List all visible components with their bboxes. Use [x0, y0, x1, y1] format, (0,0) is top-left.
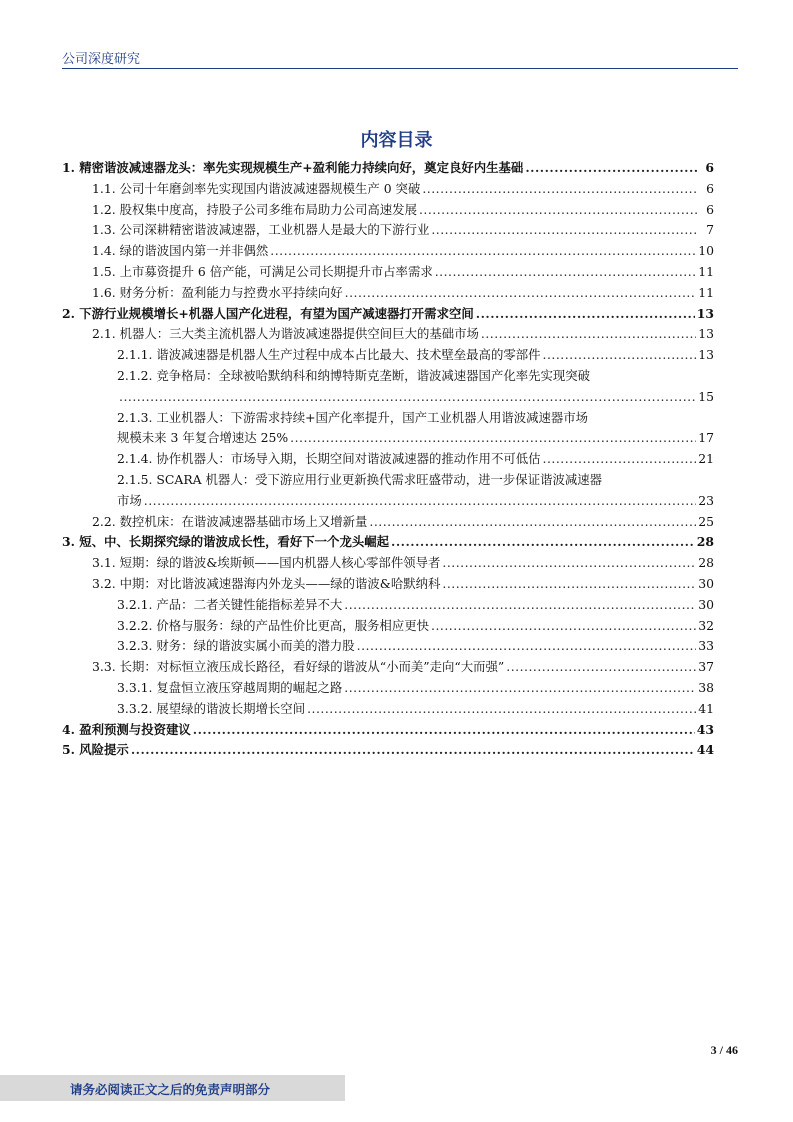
toc-entry-page: 43	[696, 721, 714, 737]
toc-entry-text: 精密谐波减速器龙头：率先实现规模生产+盈利能力持续向好，奠定良好内生基础	[79, 160, 524, 175]
toc-entry-number: 1.3.	[92, 222, 120, 238]
toc-entry-number: 5.	[62, 742, 80, 758]
toc-entry-page: 41	[698, 700, 714, 716]
toc-entry-page: 25	[698, 513, 714, 529]
page-number: 3 / 46	[710, 1043, 738, 1057]
toc-entry-text-continued: 市场	[117, 492, 142, 508]
toc-entry-text: 公司十年磨剑率先实现国内谐波减速器规模生产 0 突破	[119, 180, 421, 196]
toc-entry-text: 产品：二者关键性能指标差异不大	[156, 596, 343, 612]
toc-entry-number: 2.1.	[92, 326, 120, 342]
toc-entry-text: 盈利预测与投资建议	[79, 721, 191, 737]
toc-leader-dots	[344, 595, 696, 616]
toc-entry-number: 1.1.	[92, 180, 120, 196]
disclaimer-note: 请务必阅读正文之后的免责声明部分	[70, 1082, 271, 1097]
toc-entry-text: 股权集中度高，持股子公司多维布局助力公司高速发展	[119, 201, 417, 217]
toc-entry-number: 3.3.	[92, 659, 120, 675]
toc-entry[interactable]	[62, 283, 714, 304]
header-divider	[62, 68, 738, 69]
toc-entry-page: 6	[706, 180, 714, 196]
toc-leader-dots	[431, 220, 698, 241]
toc-leader-dots	[442, 574, 696, 595]
toc-entry-number: 3.2.3.	[117, 638, 157, 654]
toc-entry-page: 21	[698, 451, 714, 467]
toc-entry-text: 协作机器人：市场导入期，长期空间对谐波减速器的推动作用不可低估	[156, 451, 541, 467]
toc-entry-text: 绿的谐波国内第一并非偶然	[119, 243, 269, 259]
toc-entry-page: 6	[705, 160, 714, 175]
toc-entry-number: 2.1.3.	[117, 409, 157, 425]
toc-entry-page: 30	[698, 575, 714, 591]
toc-entry-page: 32	[698, 617, 714, 633]
toc-leader-dots	[435, 262, 696, 283]
toc-entry-text: 公司深耕精密谐波减速器，工业机器人是最大的下游行业	[119, 222, 430, 238]
toc-entry-page: 11	[698, 284, 714, 300]
toc-entry-page: 23	[698, 492, 714, 508]
toc-entry-number: 1.2.	[92, 201, 120, 217]
toc-title: 内容目录	[360, 130, 433, 151]
toc-entry-number: 3.2.1.	[117, 596, 157, 612]
toc-entry-page: 38	[698, 679, 714, 695]
toc-entry-text: 工业机器人：下游需求持续+国产化率提升，国产工业机器人用谐波减速器市场	[156, 409, 589, 425]
toc-entry-page: 15	[698, 388, 714, 404]
toc-entry-text: SCARA 机器人：受下游应用行业更新换代需求旺盛带动，进一步保证谐波减速器	[156, 471, 603, 487]
table-of-contents	[62, 158, 714, 761]
toc-leader-dots	[193, 720, 695, 741]
toc-entry-page: 17	[698, 430, 714, 446]
toc-entry-number: 1.5.	[92, 263, 120, 279]
toc-entry[interactable]	[62, 470, 714, 512]
toc-entry-number: 3.	[62, 534, 80, 550]
toc-entry-page: 13	[696, 305, 714, 321]
toc-leader-dots	[344, 678, 696, 699]
toc-entry[interactable]	[62, 220, 714, 241]
toc-entry[interactable]	[62, 720, 714, 741]
toc-entry-number: 1.4.	[92, 243, 120, 259]
toc-leader-dots	[481, 324, 696, 345]
toc-entry-text: 财务：绿的谐波实属小而美的潜力股	[156, 638, 355, 654]
toc-entry[interactable]	[62, 574, 714, 595]
toc-entry-text: 展望绿的谐波长期增长空间	[156, 700, 306, 716]
toc-leader-dots	[431, 616, 696, 637]
toc-entry[interactable]	[62, 616, 714, 637]
toc-entry-text: 复盘恒立液压穿越周期的崛起之路	[156, 679, 343, 695]
toc-entry-text: 风险提示	[79, 742, 129, 758]
toc-entry-number: 3.2.2.	[117, 617, 157, 633]
toc-entry[interactable]	[62, 532, 714, 553]
toc-entry-number: 4.	[62, 721, 80, 737]
toc-entry-number: 2.1.5.	[117, 471, 157, 487]
toc-leader-dots	[442, 553, 696, 574]
toc-entry[interactable]	[62, 262, 714, 283]
toc-entry-page: 30	[698, 596, 714, 612]
toc-entry[interactable]	[62, 595, 714, 616]
toc-entry-page: 28	[698, 555, 714, 571]
toc-leader-dots	[543, 345, 697, 366]
toc-leader-dots	[144, 491, 696, 512]
toc-entry-number: 2.1.2.	[117, 367, 157, 383]
toc-entry-text-continued: 规模未来 3 年复合增速达 25%	[117, 430, 289, 446]
toc-leader-dots	[131, 740, 695, 761]
toc-entry[interactable]	[62, 657, 714, 678]
toc-entry-text: 价格与服务：绿的产品性价比更高，服务相应更快	[156, 617, 429, 633]
toc-leader-dots	[270, 241, 696, 262]
toc-entry[interactable]	[62, 345, 714, 366]
toc-entry-page: 37	[698, 659, 714, 675]
toc-entry[interactable]	[62, 553, 714, 574]
toc-entry[interactable]	[62, 449, 714, 470]
toc-entry-page: 10	[698, 243, 714, 259]
toc-entry-text: 财务分析：盈利能力与控费水平持续向好	[119, 284, 343, 300]
toc-entry[interactable]	[62, 408, 714, 450]
toc-entry-page: 11	[698, 263, 714, 279]
toc-leader-dots	[345, 283, 697, 304]
toc-entry-number: 2.1.4.	[117, 451, 157, 467]
toc-leader-dots	[543, 449, 697, 470]
toc-leader-dots	[391, 532, 695, 553]
header-label: 公司深度研究	[62, 52, 141, 67]
toc-entry-page: 44	[696, 742, 714, 758]
toc-entry-number: 1.	[62, 160, 80, 175]
toc-entry[interactable]	[62, 740, 714, 761]
toc-entry-number: 3.2.	[92, 575, 120, 591]
toc-entry-number: 2.1.1.	[117, 347, 157, 363]
toc-entry-text: 数控机床：在谐波减速器基础市场上又增新量	[119, 513, 368, 529]
toc-leader-dots	[307, 699, 696, 720]
toc-entry-page: 13	[698, 347, 714, 363]
toc-entry[interactable]	[62, 678, 714, 699]
toc-entry-number: 3.1.	[92, 555, 120, 571]
toc-entry-page: 6	[706, 201, 714, 217]
toc-entry-page: 13	[698, 326, 714, 342]
toc-entry-page: 7	[706, 222, 714, 238]
toc-entry[interactable]	[62, 200, 714, 221]
toc-entry-number: 2.	[62, 305, 80, 321]
toc-leader-dots	[119, 387, 696, 408]
toc-leader-dots	[476, 304, 695, 325]
toc-entry-text: 上市募资提升 6 倍产能，可满足公司长期提升市占率需求	[119, 263, 433, 279]
toc-entry[interactable]	[62, 304, 714, 325]
toc-entry[interactable]	[62, 241, 714, 262]
toc-entry-number: 3.3.1.	[117, 679, 157, 695]
toc-entry-text: 谐波减速器是机器人生产过程中成本占比最大、技术壁垒最高的零部件	[156, 347, 541, 363]
toc-leader-dots	[422, 179, 698, 200]
toc-entry[interactable]	[62, 366, 714, 408]
toc-entry[interactable]	[62, 699, 714, 720]
toc-entry[interactable]	[62, 158, 714, 179]
toc-entry[interactable]	[62, 512, 714, 533]
toc-entry-text: 竞争格局：全球被哈默纳科和纳博特斯克垄断，谐波减速器国产化率先实现突破	[156, 367, 591, 383]
toc-entry-page: 28	[696, 534, 714, 550]
toc-entry-number: 2.2.	[92, 513, 120, 529]
toc-entry[interactable]	[62, 636, 714, 657]
toc-entry[interactable]	[62, 179, 714, 200]
toc-leader-dots	[525, 158, 698, 179]
toc-entry-number: 1.6.	[92, 284, 120, 300]
toc-entry-text: 机器人：三大类主流机器人为谐波减速器提供空间巨大的基础市场	[119, 326, 479, 342]
toc-entry-text: 下游行业规模增长+机器人国产化进程，有望为国产减速器打开需求空间	[79, 305, 474, 321]
toc-entry-page: 33	[698, 638, 714, 654]
toc-entry-text: 中期：对比谐波减速器海内外龙头——绿的谐波&哈默纳科	[119, 575, 441, 591]
toc-leader-dots	[290, 428, 696, 449]
toc-entry-text: 短期：绿的谐波&埃斯顿——国内机器人核心零部件领导者	[119, 555, 441, 571]
toc-leader-dots	[506, 657, 696, 678]
toc-entry-text: 短、中、长期探究绿的谐波成长性，看好下一个龙头崛起	[79, 534, 390, 550]
toc-entry-number: 3.3.2.	[117, 700, 157, 716]
toc-leader-dots	[369, 512, 696, 533]
toc-entry-text: 长期：对标恒立液压成长路径，看好绿的谐波从“小而美”走向“大而强”	[119, 659, 505, 675]
toc-leader-dots	[419, 200, 698, 221]
toc-leader-dots	[357, 636, 697, 657]
toc-entry[interactable]	[62, 324, 714, 345]
